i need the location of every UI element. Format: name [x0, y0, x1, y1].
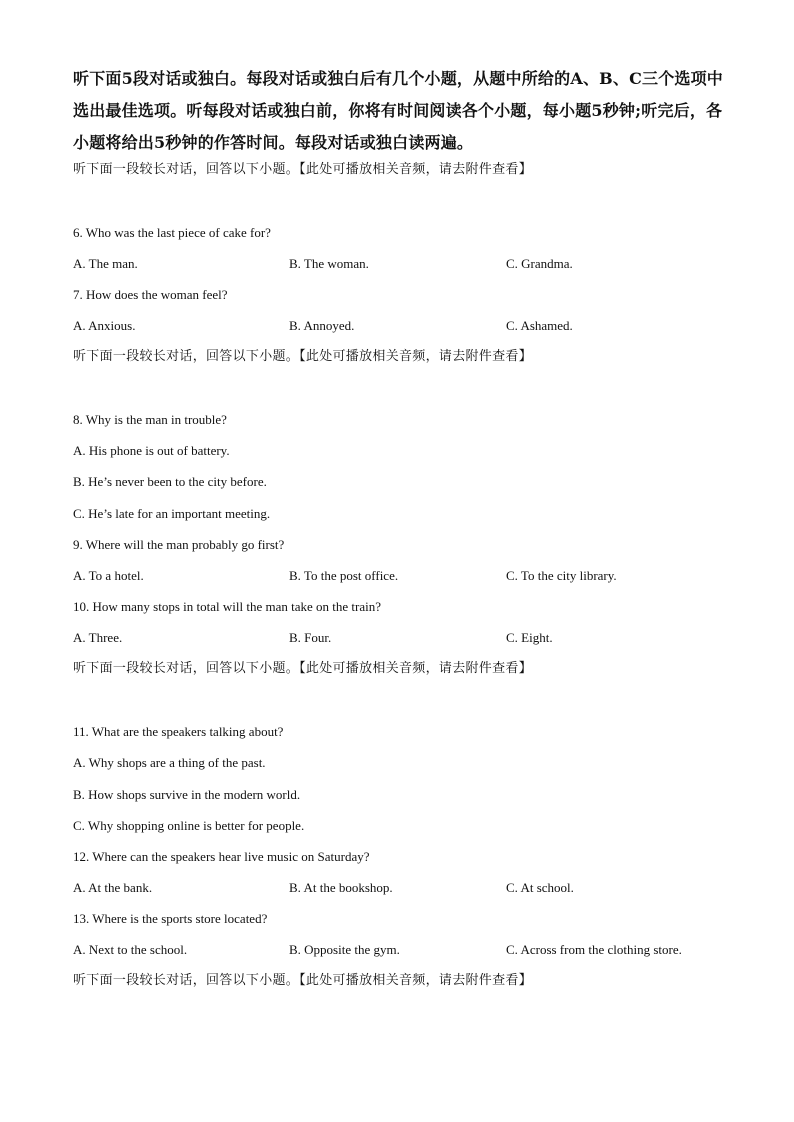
audio-note: 听下面一段较长对话，回答以下小题。【此处可播放相关音频，请去附件查看】	[73, 661, 533, 676]
question-7-option-c: C. Ashamed.	[506, 318, 573, 333]
question-9-option-c: C. To the city library.	[506, 568, 617, 583]
question-13-option-b: B. Opposite the gym.	[289, 942, 400, 957]
question-10-option-b: B. Four.	[289, 630, 332, 645]
question-6-option-a: A. The man.	[73, 256, 138, 271]
question-11-stem: 11. What are the speakers talking about?	[73, 724, 284, 739]
question-9-option-a: A. To a hotel.	[73, 568, 144, 583]
question-6-stem: 6. Who was the last piece of cake for?	[73, 225, 271, 240]
question-7-option-b: B. Annoyed.	[289, 318, 355, 333]
question-12-option-b: B. At the bookshop.	[289, 880, 393, 895]
question-10-option-c: C. Eight.	[506, 630, 553, 645]
audio-note: 听下面一段较长对话，回答以下小题。【此处可播放相关音频，请去附件查看】	[73, 162, 533, 177]
question-8-option-c: C. He’s late for an important meeting.	[73, 506, 271, 521]
question-10-option-a: A. Three.	[73, 630, 123, 645]
question-9-stem: 9. Where will the man probably go first?	[73, 537, 285, 552]
question-11-option-b: B. How shops survive in the modern world.	[73, 787, 301, 802]
question-13-option-c: C. Across from the clothing store.	[506, 942, 682, 957]
question-8-option-a: A. His phone is out of battery.	[73, 443, 230, 458]
question-7-stem: 7. How does the woman feel?	[73, 287, 228, 302]
question-13-option-a: A. Next to the school.	[73, 942, 188, 957]
question-11-option-a: A. Why shops are a thing of the past.	[73, 755, 266, 770]
question-11-option-c: C. Why shopping online is better for people.	[73, 818, 305, 833]
question-6-option-c: C. Grandma.	[506, 256, 573, 271]
question-8-stem: 8. Why is the man in trouble?	[73, 412, 227, 427]
section-instructions: 听下面5段对话或独白。每段对话或独白后有几个小题，从题中所给的A、B、C三个选项中选出最佳选项。听每段对话或独白前，你将有时间阅读各个小题，每小题5秒钟;听完后，各小题将给出5秒钟的作答时间。每段对话或独白读两遍。	[73, 69, 724, 152]
question-12-option-a: A. At the bank.	[73, 880, 153, 895]
question-13-stem: 13. Where is the sports store located?	[73, 911, 268, 926]
question-6-option-b: B. The woman.	[289, 256, 369, 271]
question-12-stem: 12. Where can the speakers hear live music on Saturday?	[73, 849, 370, 864]
question-7-option-a: A. Anxious.	[73, 318, 136, 333]
question-9-option-b: B. To the post office.	[289, 568, 399, 583]
question-8-option-b: B. He’s never been to the city before.	[73, 474, 267, 489]
audio-note: 听下面一段较长对话，回答以下小题。【此处可播放相关音频，请去附件查看】	[73, 973, 533, 988]
question-10-stem: 10. How many stops in total will the man take on the train?	[73, 599, 381, 614]
audio-note: 听下面一段较长对话，回答以下小题。【此处可播放相关音频，请去附件查看】	[73, 349, 533, 364]
question-12-option-c: C. At school.	[506, 880, 574, 895]
